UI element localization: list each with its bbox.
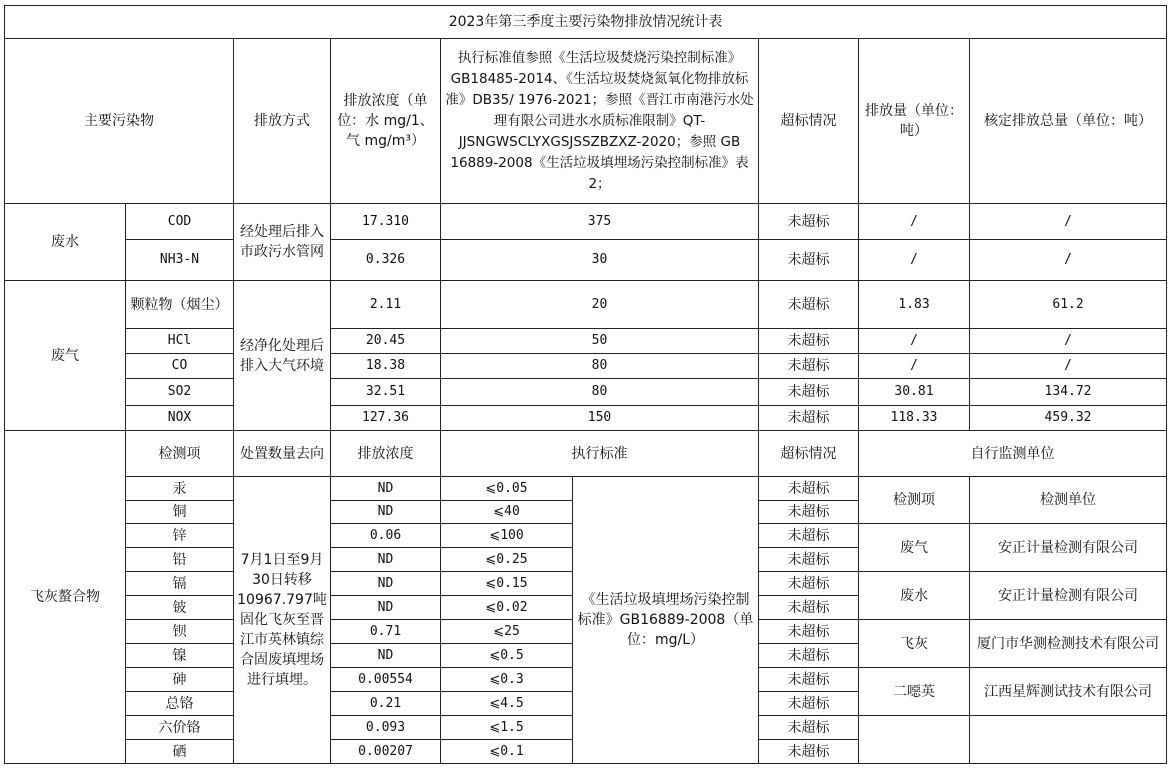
limit-cell: ⩽0.5 bbox=[441, 644, 573, 668]
monitor-col-item: 检测项 bbox=[859, 477, 970, 524]
emission-cell: 118.33 bbox=[859, 406, 970, 431]
item-cell: 砷 bbox=[126, 668, 234, 692]
conc-cell: 0.00554 bbox=[331, 668, 441, 692]
conc-cell: ND bbox=[331, 501, 441, 524]
conc-cell: 0.093 bbox=[331, 716, 441, 740]
exceed-cell: 未超标 bbox=[759, 379, 859, 406]
exceed-cell: 未超标 bbox=[759, 204, 859, 240]
conc-cell: 0.00207 bbox=[331, 740, 441, 764]
category-waste-gas: 废气 bbox=[5, 281, 126, 431]
std-cell: 50 bbox=[441, 329, 759, 354]
emission-cell: 30.81 bbox=[859, 379, 970, 406]
exceed-cell: 未超标 bbox=[759, 668, 859, 692]
std-cell: 30 bbox=[441, 240, 759, 281]
subheader-monitor: 自行监测单位 bbox=[859, 431, 1167, 477]
table-row bbox=[5, 240, 1167, 281]
item-cell: 锌 bbox=[126, 524, 234, 548]
monitor-empty-cell bbox=[970, 716, 1167, 764]
subheader-conc: 排放浓度 bbox=[331, 431, 441, 477]
table-row bbox=[5, 329, 1167, 354]
table-row bbox=[5, 281, 1167, 329]
exceed-cell: 未超标 bbox=[759, 644, 859, 668]
table-row bbox=[5, 431, 1167, 477]
conc-cell: 20.45 bbox=[331, 329, 441, 354]
exceed-cell: 未超标 bbox=[759, 281, 859, 329]
item-cell: 铅 bbox=[126, 548, 234, 572]
subheader-exceed: 超标情况 bbox=[759, 431, 859, 477]
monitor-item: 废气 bbox=[859, 524, 970, 572]
table-row bbox=[5, 406, 1167, 431]
total-cell: 459.32 bbox=[970, 406, 1167, 431]
conc-cell: 32.51 bbox=[331, 379, 441, 406]
limit-cell: ⩽0.25 bbox=[441, 548, 573, 572]
emission-cell: 1.83 bbox=[859, 281, 970, 329]
emission-cell: / bbox=[859, 204, 970, 240]
item-cell: NH3-N bbox=[126, 240, 234, 281]
table-title: 2023年第三季度主要污染物排放情况统计表 bbox=[5, 6, 1167, 39]
emission-cell: / bbox=[859, 354, 970, 379]
monitor-empty-cell bbox=[859, 716, 970, 764]
exceed-cell: 未超标 bbox=[759, 596, 859, 620]
item-cell: HCl bbox=[126, 329, 234, 354]
method-waste-gas: 经净化处理后排入大气环境 bbox=[234, 281, 331, 431]
method-wastewater: 经处理后排入市政污水管网 bbox=[234, 204, 331, 281]
exceed-cell: 未超标 bbox=[759, 740, 859, 764]
header-standard: 执行标准值参照《生活垃圾焚烧污染控制标准》GB18485-2014、《生活垃圾焚烧氮氧化物排放标准》DB35/ 1976-2021；参照《晋江市南港污水处理有限公司进水水质标准限制》QT-JJSNGWSCLYXGSJSSZBZXZ-2020；参照 GB 16889-2008《生活垃圾填埋场污染控制标准》表 2； bbox=[441, 39, 759, 204]
std-cell: 150 bbox=[441, 406, 759, 431]
item-cell: 铍 bbox=[126, 596, 234, 620]
conc-cell: ND bbox=[331, 644, 441, 668]
header-pollutant: 主要污染物 bbox=[5, 39, 234, 204]
item-cell: NOX bbox=[126, 406, 234, 431]
total-cell: / bbox=[970, 204, 1167, 240]
monitor-unit: 安正计量检测有限公司 bbox=[970, 572, 1167, 620]
item-cell: SO2 bbox=[126, 379, 234, 406]
std-cell: 80 bbox=[441, 379, 759, 406]
subheader-item: 检测项 bbox=[126, 431, 234, 477]
conc-cell: ND bbox=[331, 596, 441, 620]
exceed-cell: 未超标 bbox=[759, 548, 859, 572]
monitor-unit: 安正计量检测有限公司 bbox=[970, 524, 1167, 572]
limit-cell: ⩽25 bbox=[441, 620, 573, 644]
total-cell: / bbox=[970, 354, 1167, 379]
conc-cell: ND bbox=[331, 477, 441, 501]
exceed-cell: 未超标 bbox=[759, 329, 859, 354]
table-row bbox=[5, 354, 1167, 379]
limit-cell: ⩽40 bbox=[441, 501, 573, 524]
total-cell: / bbox=[970, 329, 1167, 354]
exceed-cell: 未超标 bbox=[759, 501, 859, 524]
disposal-text: 7月1日至9月30日转移10967.797吨固化飞灰至晋江市英林镇综合固废填埋场进行填埋。 bbox=[234, 477, 331, 764]
monitor-item: 废水 bbox=[859, 572, 970, 620]
conc-cell: 2.11 bbox=[331, 281, 441, 329]
std-cell: 375 bbox=[441, 204, 759, 240]
exceed-cell: 未超标 bbox=[759, 240, 859, 281]
emission-cell: / bbox=[859, 240, 970, 281]
conc-cell: 0.06 bbox=[331, 524, 441, 548]
item-cell: 六价铬 bbox=[126, 716, 234, 740]
table-row bbox=[5, 477, 1167, 501]
total-cell: 134.72 bbox=[970, 379, 1167, 406]
limit-cell: ⩽0.15 bbox=[441, 572, 573, 596]
item-cell: 总铬 bbox=[126, 692, 234, 716]
conc-cell: ND bbox=[331, 548, 441, 572]
item-cell: 铜 bbox=[126, 501, 234, 524]
monitor-col-unit: 检测单位 bbox=[970, 477, 1167, 524]
fly-ash-standard: 《生活垃圾填埋场污染控制标准》GB16889-2008（单位：mg/L） bbox=[573, 477, 759, 764]
monitor-unit: 江西星辉测试技术有限公司 bbox=[970, 668, 1167, 716]
item-cell: 钡 bbox=[126, 620, 234, 644]
category-fly-ash: 飞灰螯合物 bbox=[5, 431, 126, 764]
emission-cell: / bbox=[859, 329, 970, 354]
item-cell: COD bbox=[126, 204, 234, 240]
limit-cell: ⩽0.02 bbox=[441, 596, 573, 620]
header-method: 排放方式 bbox=[234, 39, 331, 204]
item-cell: 颗粒物（烟尘） bbox=[126, 281, 234, 329]
conc-cell: 127.36 bbox=[331, 406, 441, 431]
exceed-cell: 未超标 bbox=[759, 406, 859, 431]
limit-cell: ⩽0.05 bbox=[441, 477, 573, 501]
exceed-cell: 未超标 bbox=[759, 477, 859, 501]
table-row bbox=[5, 379, 1167, 406]
conc-cell: 0.21 bbox=[331, 692, 441, 716]
limit-cell: ⩽4.5 bbox=[441, 692, 573, 716]
limit-cell: ⩽0.1 bbox=[441, 740, 573, 764]
exceed-cell: 未超标 bbox=[759, 572, 859, 596]
std-cell: 20 bbox=[441, 281, 759, 329]
category-wastewater: 废水 bbox=[5, 204, 126, 281]
header-emission: 排放量（单位：吨） bbox=[859, 39, 970, 204]
std-cell: 80 bbox=[441, 354, 759, 379]
item-cell: 硒 bbox=[126, 740, 234, 764]
subheader-std: 执行标准 bbox=[441, 431, 759, 477]
header-concentration: 排放浓度（单位：水 mg/1、气 mg/m³） bbox=[331, 39, 441, 204]
exceed-cell: 未超标 bbox=[759, 692, 859, 716]
conc-cell: 0.326 bbox=[331, 240, 441, 281]
exceed-cell: 未超标 bbox=[759, 716, 859, 740]
conc-cell: 17.310 bbox=[331, 204, 441, 240]
header-exceed: 超标情况 bbox=[759, 39, 859, 204]
total-cell: 61.2 bbox=[970, 281, 1167, 329]
table-row bbox=[5, 204, 1167, 240]
limit-cell: ⩽1.5 bbox=[441, 716, 573, 740]
exceed-cell: 未超标 bbox=[759, 524, 859, 548]
monitor-item: 飞灰 bbox=[859, 620, 970, 668]
monitor-item: 二噁英 bbox=[859, 668, 970, 716]
exceed-cell: 未超标 bbox=[759, 620, 859, 644]
item-cell: 汞 bbox=[126, 477, 234, 501]
exceed-cell: 未超标 bbox=[759, 354, 859, 379]
item-cell: CO bbox=[126, 354, 234, 379]
conc-cell: 18.38 bbox=[331, 354, 441, 379]
limit-cell: ⩽0.3 bbox=[441, 668, 573, 692]
total-cell: / bbox=[970, 240, 1167, 281]
emission-table bbox=[4, 5, 1167, 764]
subheader-disposal: 处置数量去向 bbox=[234, 431, 331, 477]
item-cell: 镉 bbox=[126, 572, 234, 596]
item-cell: 镍 bbox=[126, 644, 234, 668]
header-total: 核定排放总量（单位：吨） bbox=[970, 39, 1167, 204]
conc-cell: ND bbox=[331, 572, 441, 596]
monitor-unit: 厦门市华测检测技术有限公司 bbox=[970, 620, 1167, 668]
limit-cell: ⩽100 bbox=[441, 524, 573, 548]
conc-cell: 0.71 bbox=[331, 620, 441, 644]
